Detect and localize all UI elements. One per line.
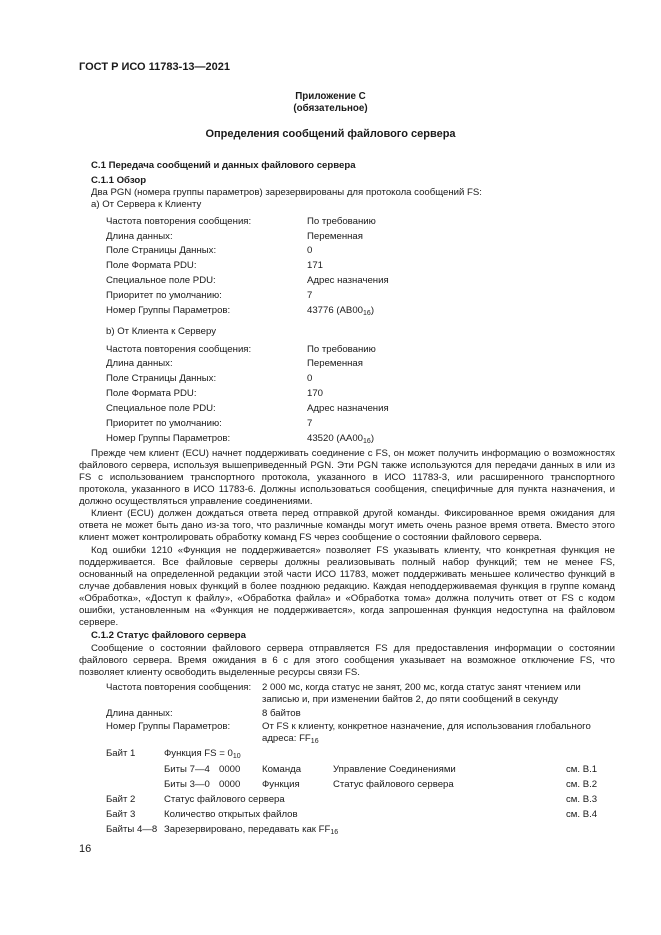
byte48-label: Байты 4—8 — [106, 824, 158, 835]
byte-desc: Статус файлового сервера — [164, 794, 285, 805]
bits-ref: см. В.1 — [566, 764, 598, 775]
b-row-value: 170 — [307, 388, 324, 399]
a-row-value: 43776 $(АВ00_{16})$ — [307, 305, 375, 317]
section-c12-heading: С.1.2 Статус файлового сервера — [91, 630, 246, 641]
bits-label: Биты 3—0 — [164, 779, 210, 790]
list-a-title: а) От Сервера к Клиенту — [91, 199, 202, 210]
bits-kind: Функция — [262, 779, 300, 790]
freq-value-line2: записью и, при изменении байтов 2, до пяти сообщений в секунду — [262, 694, 559, 705]
b-row-label: Номер Группы Параметров: — [106, 433, 231, 444]
byte-desc: Количество открытых файлов — [164, 809, 298, 820]
section-c1-heading: С.1 Передача сообщений и данных файлового сервера — [91, 160, 356, 171]
paragraph-response: Клиент (ECU) должен дождаться ответа перед отправкой другой команды. Фиксированное время ожидания для ответа не может быть дано из-за того, что различные команды могут иметь очень разное время ответа. Вместо этого клиент может контролировать обработку команд FS через сообщение о состоянии файлового сервера. — [79, 508, 615, 543]
a-row-label: Поле Страницы Данных: — [106, 245, 217, 256]
b-row-label: Длина данных: — [106, 358, 173, 369]
byte-ref: см. В.3 — [566, 794, 598, 805]
bits-desc: Статус файлового сервера — [333, 779, 454, 790]
section-c11-heading: С.1.1 Обзор — [91, 175, 147, 186]
a-row-value: Переменная — [307, 231, 363, 242]
a-row-label: Длина данных: — [106, 231, 173, 242]
a-row-value: 171 — [307, 260, 324, 271]
b-row-value: 0 — [307, 373, 313, 384]
list-b-title: b) От Клиента к Серверу — [106, 326, 216, 337]
paragraph-connection: Прежде чем клиент (ECU) начнет поддерживать соединение с FS, он может получить информацию о возможностях файлового сервера, используя вышеприведенный PGN. Эти PGN также используются для передачи данных в или из FS с использованием транспортного протокола, указанного в ИСО 11783-3, или расширенного транспортного протокола, указанного в ИСО 11783-6. Должны использоваться сообщения, специфичные для пункта назначения, и должно осуществляться управление соединениями. — [79, 448, 615, 507]
intro-text: Два PGN (номера группы параметров) зарезервированы для протокола сообщений FS: — [91, 187, 482, 198]
freq-label: Частота повторения сообщения: — [106, 682, 252, 693]
b-row-label: Специальное поле PDU: — [106, 403, 216, 414]
page-number: 16 — [79, 843, 92, 855]
b-row-label: Поле Страницы Данных: — [106, 373, 217, 384]
paragraph-status: Сообщение о состоянии файлового сервера отправляется FS для предоставления информации о состоянии файлового сервера. Время ожидания в 6 с для этого сообщения указывает на возможное отключение FS, что позволяет клиенту освободить выделенные ресурсы связи FS. — [79, 643, 615, 678]
byte-label: Байт 3 — [106, 809, 136, 820]
b-row-label: Приоритет по умолчанию: — [106, 418, 222, 429]
pgn-label: Номер Группы Параметров: — [106, 721, 231, 732]
b-row-value: По требованию — [307, 344, 376, 355]
a-row-label: Частота повторения сообщения: — [106, 216, 252, 227]
pgn-value-line2: адреса: $FF_{16}$ — [262, 733, 319, 745]
pgn-value-line1: От FS к клиенту, конкретное назначение, для использования глобального — [262, 721, 591, 732]
a-row-value: 0 — [307, 245, 313, 256]
bits-label: Биты 7—4 — [164, 764, 210, 775]
bits-code: 0000 — [219, 779, 241, 790]
byte-label: Байт 2 — [106, 794, 136, 805]
b-row-value: 43520 $(АА00_{16})$ — [307, 433, 375, 445]
bits-code: 0000 — [219, 764, 241, 775]
annex-heading: Определения сообщений файлового сервера — [205, 128, 456, 140]
b-row-value: Переменная — [307, 358, 363, 369]
annex-subtitle: (обязательное) — [293, 103, 368, 114]
document-header: ГОСТ Р ИСО 11783-13—2021 — [79, 61, 231, 73]
byte1-label: Байт 1 — [106, 748, 136, 759]
a-row-value: 7 — [307, 290, 313, 301]
a-row-value: По требованию — [307, 216, 376, 227]
byte1-function: Функция FS = $0_{10}$ — [164, 748, 241, 760]
annex-title: Приложение С — [295, 91, 366, 102]
a-row-label: Приоритет по умолчанию: — [106, 290, 222, 301]
a-row-label: Номер Группы Параметров: — [106, 305, 231, 316]
bits-ref: см. В.2 — [566, 779, 598, 790]
byte48-desc: Зарезервировано, передавать как $FF_{16}$ — [164, 824, 339, 836]
b-row-value: Адрес назначения — [307, 403, 389, 414]
byte-ref: см. В.4 — [566, 809, 598, 820]
length-value: 8 байтов — [262, 708, 301, 719]
b-row-value: 7 — [307, 418, 313, 429]
b-row-label: Поле Формата PDU: — [106, 388, 197, 399]
paragraph-error-code: Код ошибки 1210 «Функция не поддерживается» позволяет FS указывать клиенту, что конкретная функция не поддерживается. Все файловые серверы должны реализовывать полный набор функций; тем не менее FS, основанный на определенной редакции этой части ИСО 11783, может поддерживать меньшее количество функций в случае добавления новых функций в более позднюю редакцию. Каждая неподдерживаемая функция в группе команд «Обработка», «Доступ к файлу», «Обработка файла» и «Обработка тома» должна получить ответ от FS с кодом ошибки, установленным на «Функция не поддерживается», когда запрошенная функция недоступна на файловом сервере. — [79, 545, 615, 628]
b-row-label: Частота повторения сообщения: — [106, 344, 252, 355]
a-row-label: Поле Формата PDU: — [106, 260, 197, 271]
length-label: Длина данных: — [106, 708, 173, 719]
a-row-value: Адрес назначения — [307, 275, 389, 286]
bits-kind: Команда — [262, 764, 302, 775]
bits-desc: Управление Соединениями — [333, 764, 456, 775]
freq-value-line1: 2 000 мс, когда статус не занят, 200 мс, когда статус занят чтением или — [262, 682, 581, 693]
a-row-label: Специальное поле PDU: — [106, 275, 216, 286]
